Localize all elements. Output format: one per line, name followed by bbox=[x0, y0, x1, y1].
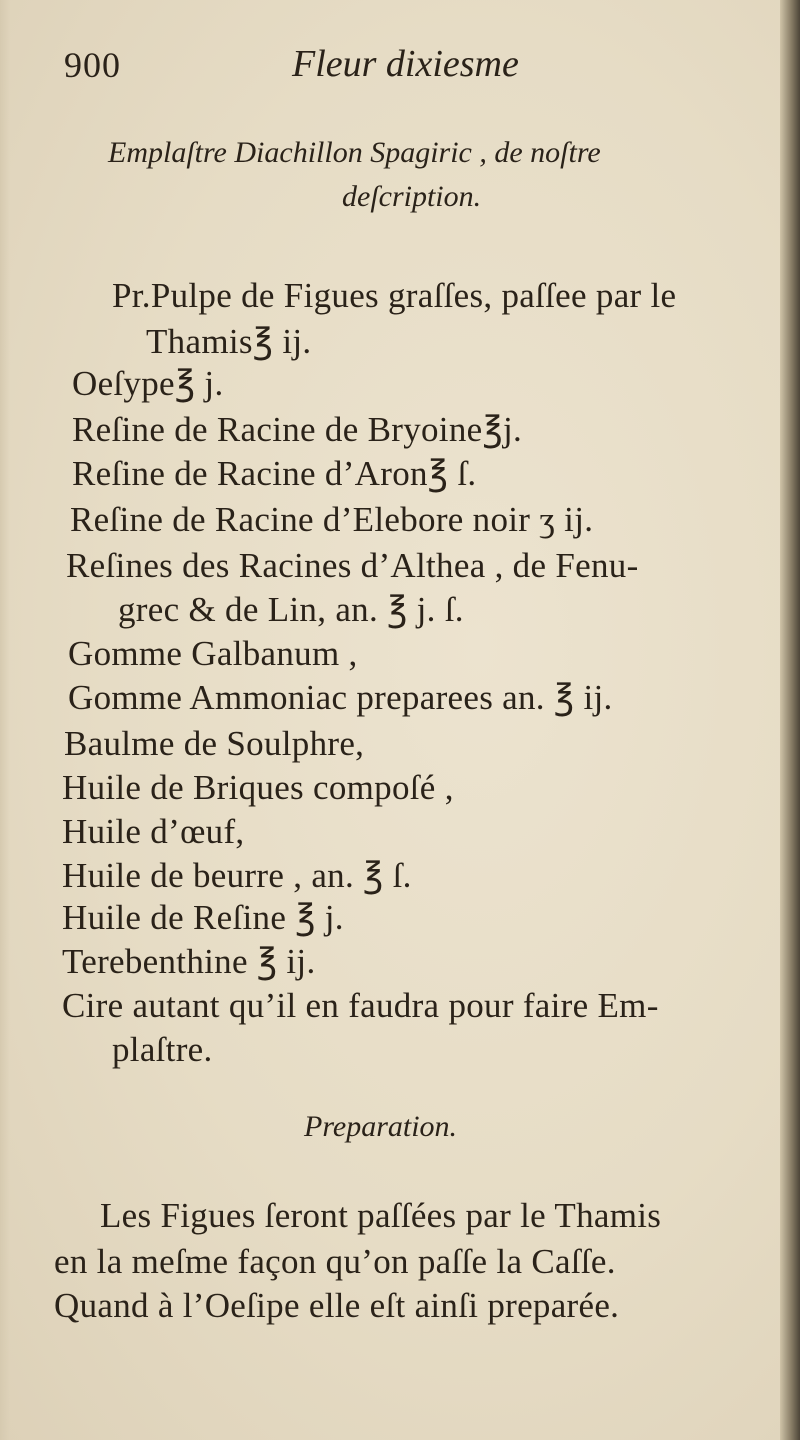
ingredient-line: Oeſype℥ j. bbox=[72, 364, 224, 403]
page-right-edge bbox=[780, 0, 800, 1440]
ingredient-line: Gomme Galbanum , bbox=[68, 634, 358, 673]
ingredient-line: Reſine de Racine d’Aron℥ ſ. bbox=[72, 454, 477, 493]
ingredient-line: Reſine de Racine de Bryoine℥j. bbox=[72, 410, 523, 449]
ingredient-line: Reſines des Racines d’Althea , de Fenu- bbox=[66, 546, 639, 585]
preparation-line: Les Figues ſeront paſſées par le Thamis bbox=[100, 1196, 662, 1235]
ingredient-line: grec & de Lin, an. ℥ j. ſ. bbox=[118, 590, 464, 629]
ingredient-line: Thamis℥ ij. bbox=[146, 322, 312, 361]
ingredient-line: Reſine de Racine d’Elebore noir ʒ ij. bbox=[70, 500, 594, 539]
ingredient-line: Pr.Pulpe de Figues graſſes, paſſee par le bbox=[112, 276, 677, 315]
ingredient-line: Huile de Briques compoſé , bbox=[62, 768, 454, 807]
preparation-line: en la meſme façon qu’on paſſe la Caſſe. bbox=[54, 1242, 616, 1281]
ingredient-line: Cire autant qu’il en faudra pour faire Em- bbox=[62, 986, 659, 1025]
ingredient-line: plaſtre. bbox=[112, 1030, 213, 1069]
preparation-line: Quand à l’Oeſipe elle eſt ainſi preparée. bbox=[54, 1286, 620, 1325]
ingredient-line: Huile de beurre , an. ℥ ſ. bbox=[62, 856, 412, 895]
page-left-shadow bbox=[0, 0, 10, 1440]
recipe-title-line-2: deſcription. bbox=[342, 180, 482, 213]
preparation-title: Preparation. bbox=[304, 1110, 458, 1143]
ingredient-line: Gomme Ammoniac preparees an. ℥ ij. bbox=[68, 678, 613, 717]
ingredient-line: Huile d’œuf, bbox=[62, 812, 245, 851]
page-number: 900 bbox=[64, 45, 121, 85]
recipe-title-line-1: Emplaſtre Diachillon Spagiric , de noſtre bbox=[108, 136, 601, 169]
ingredient-line: Baulme de Soulphre, bbox=[64, 724, 365, 763]
running-title: Fleur dixiesme bbox=[292, 43, 519, 85]
ingredient-line: Terebenthine ℥ ij. bbox=[62, 942, 316, 981]
ingredient-line: Huile de Reſine ℥ j. bbox=[62, 898, 344, 937]
